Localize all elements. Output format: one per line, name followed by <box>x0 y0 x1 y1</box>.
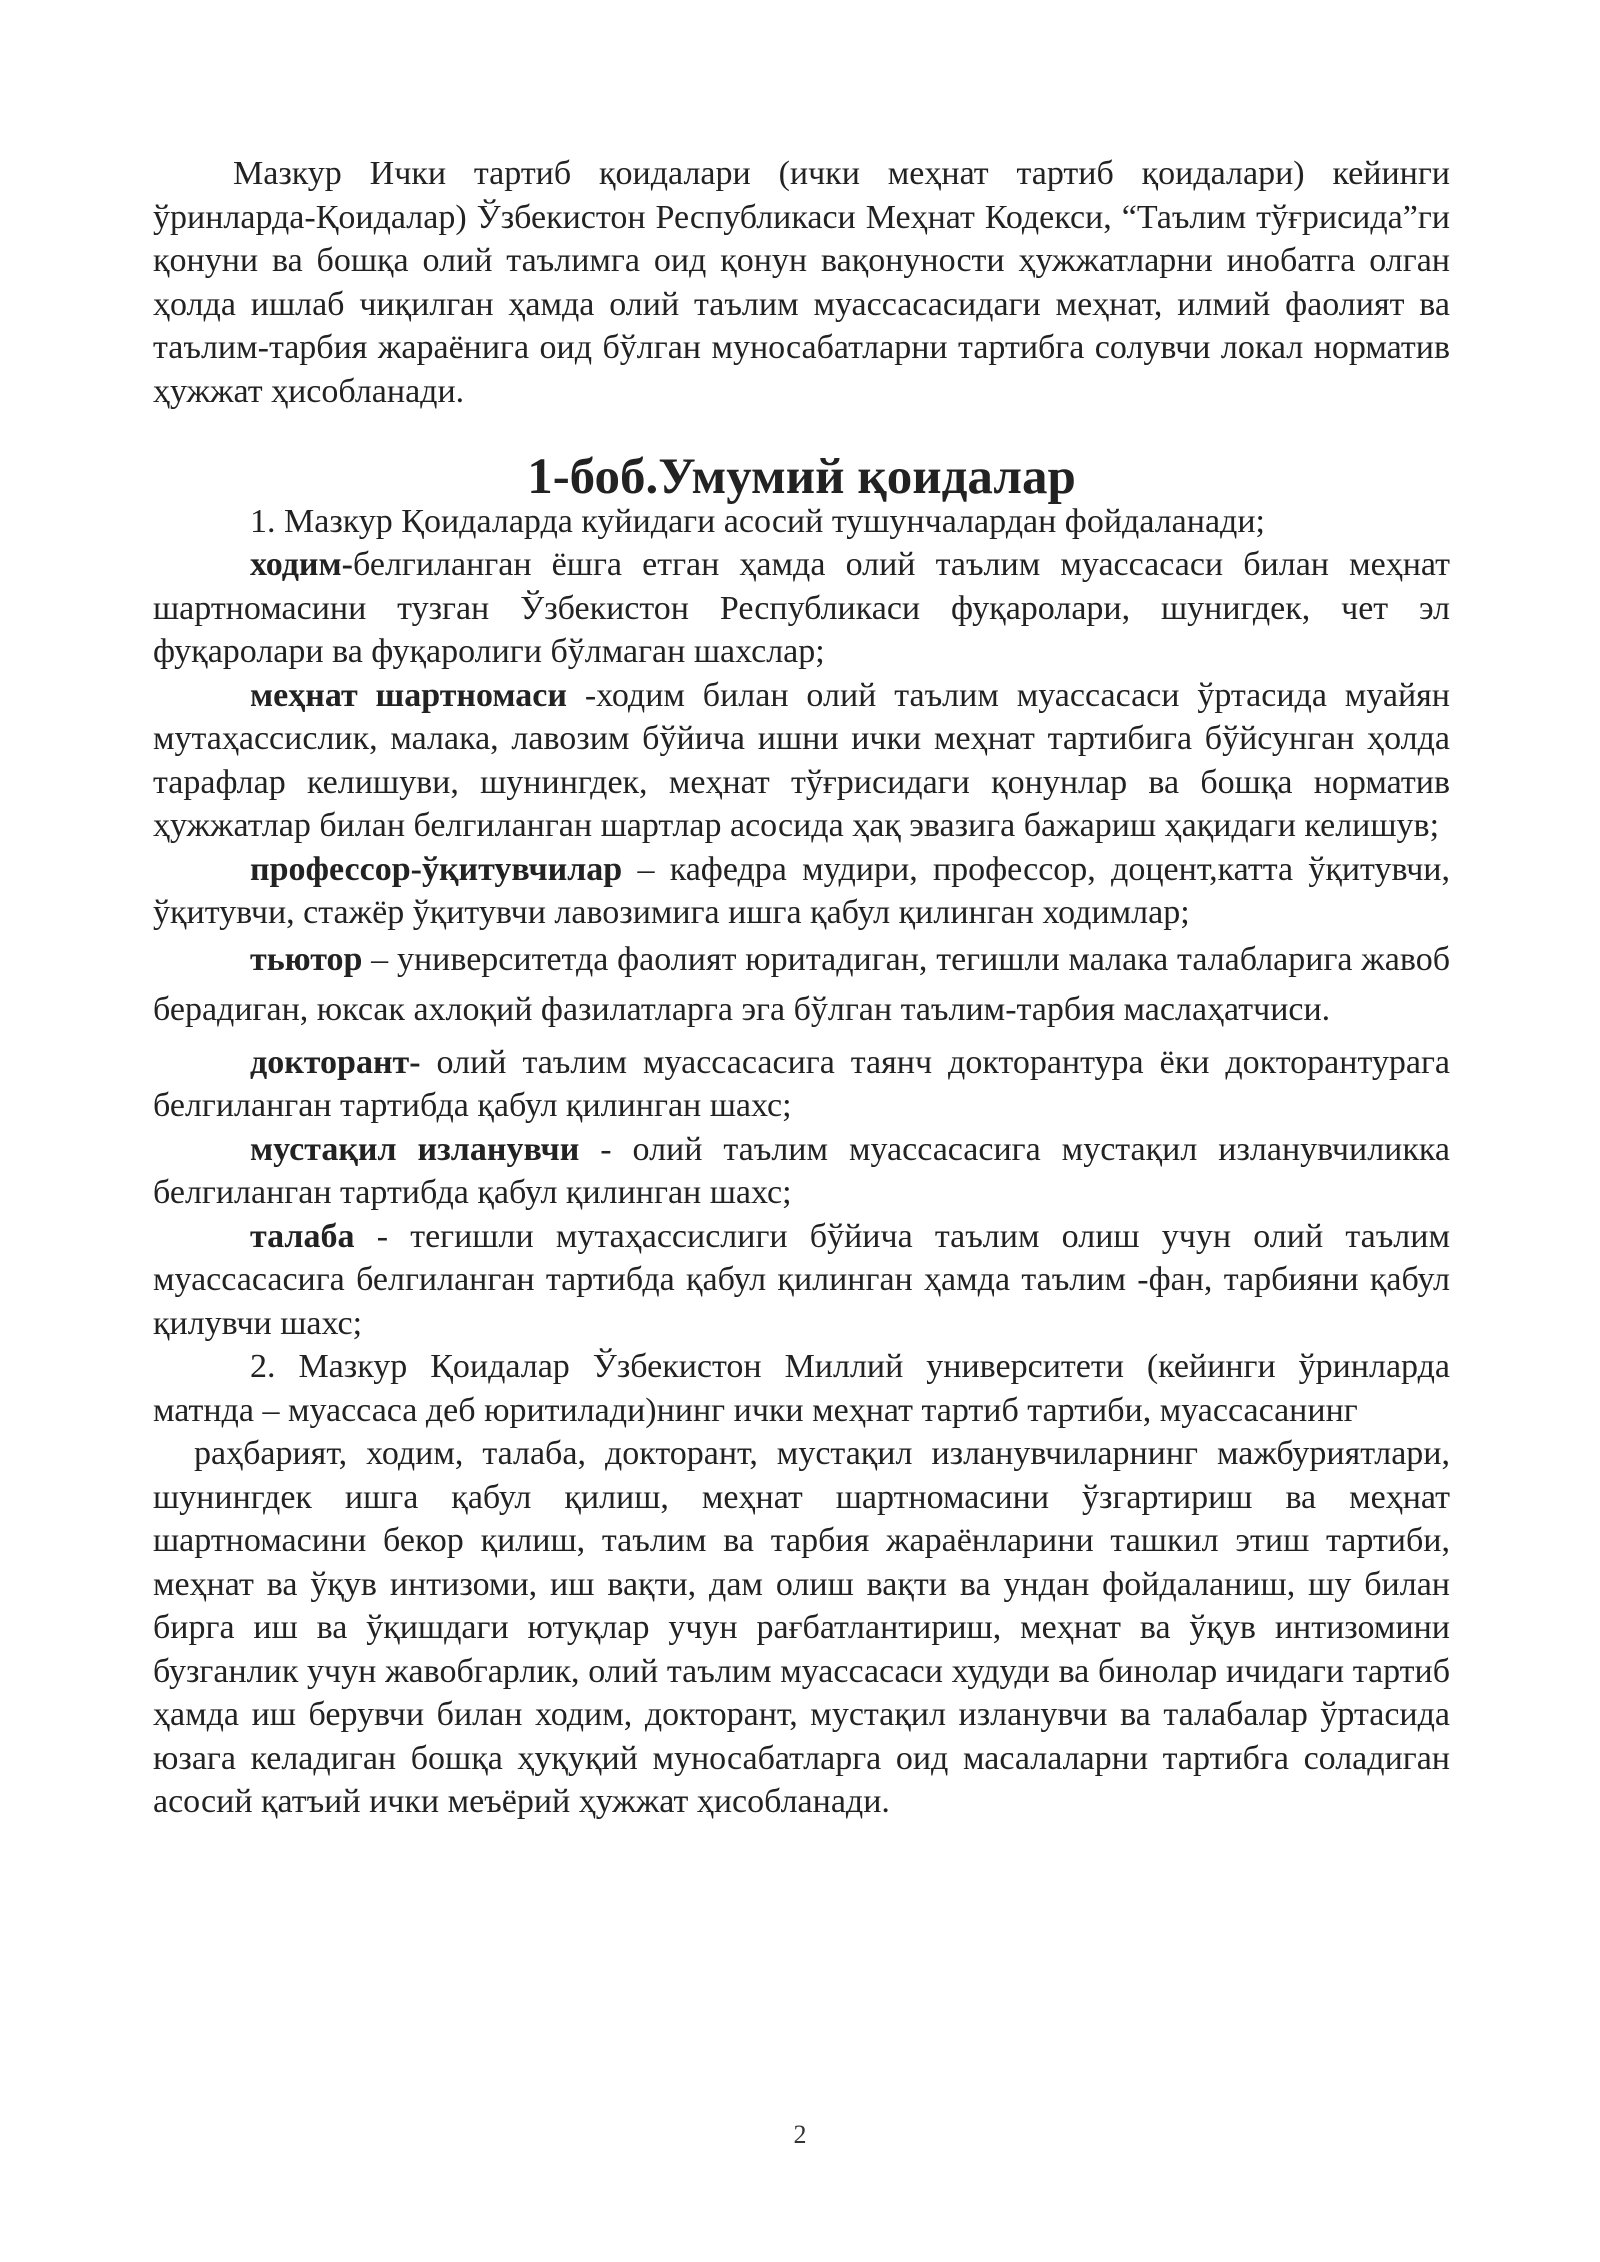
definition-text: - тегишли мутаҳассислиги бўйича таълим олиш учун олий таълим муассасасига белгиланган тартибда қабул қилинган ҳамда таълим -фан, тарбияни қабул қилувчи шахс; <box>153 1217 1450 1342</box>
definition-term: талаба <box>250 1217 355 1255</box>
page-number: 2 <box>793 2120 807 2149</box>
definition-text: – кафедра мудири, профессор, доцент,катта ўқитувчи, ўқитувчи, стажёр ўқитувчи лавозимига ишга қабул қилинган ходимлар; <box>153 850 1450 931</box>
definition-term: тьютор <box>250 940 363 978</box>
item-2-paragraph: 2. Мазкур Қоидалар Ўзбекистон Миллий университети (кейинги ўринларда матнда – муассаса деб юритилади)нинг ички меҳнат тартиб тартиби, муассасанинг <box>153 1348 1450 1429</box>
definition-term: профессор-ўқитувчилар <box>250 850 623 888</box>
definition-term: ходим- <box>250 546 353 583</box>
definition-independent-researcher <box>153 1128 1450 1215</box>
definition-employee <box>153 543 1450 674</box>
definition-term: докторант- <box>250 1043 421 1081</box>
definition-term: мустақил изланувчи <box>250 1130 580 1168</box>
definition-doctoral-student <box>153 1041 1450 1128</box>
definition-text: олий таълим муассасасига таянч докторантура ёки докторантурага белгиланган тартибда қабул қилинган шахс; <box>153 1043 1450 1124</box>
definition-tutor <box>153 935 1450 1035</box>
definition-text: - олий таълим муассасасига мустақил изланувчиликка белгиланган тартибда қабул қилинган шахс; <box>153 1130 1450 1211</box>
definition-term: меҳнат шартномаси <box>250 676 567 714</box>
item-1-paragraph: 1. Мазкур Қоидаларда куйидаги асосий тушунчалардан фойдаланади; <box>250 502 1265 540</box>
chapter-title: 1-боб.Умумий қоидалар <box>527 449 1076 505</box>
definition-text: – университетда фаолият юритадиган, тегишли малака талабларига жавоб берадиган, юксак ахлоқий фазилатларга эга бўлган таълим-тарбия маслаҳатчиси. <box>153 940 1450 1028</box>
definition-student <box>153 1215 1450 1346</box>
intro-paragraph: Мазкур Ички тартиб қоидалари (ички меҳнат тартиб қоидалари) кейинги ўринларда-Қоидалар) Ўзбекистон Республикаси Меҳнат Кодекси, “Таълим тўғрисида”ги қонуни ва бошқа олий таълимга оид қонун вақонуности ҳужжатларни инобатга олган ҳолда ишлаб чиқилган ҳамда олий таълим муассасасидаги меҳнат, илмий фаолият ва таълим-тарбия жараёнига оид бўлган муносабатларни тартибга солувчи локал норматив ҳужжат ҳисобланади. <box>153 155 1450 410</box>
definition-labor-contract <box>153 674 1450 848</box>
definition-text: белгиланган ёшга етган ҳамда олий таълим муассасаси билан меҳнат шартномасини тузган Ўзбекистон Республикаси фуқаролари, шунигдек, чет эл фуқаролари ва фуқаролиги бўлмаган шахслар; <box>153 546 1450 670</box>
definition-teachers <box>153 848 1450 935</box>
definition-text: -ходим билан олий таълим муассасаси ўртасида муайян мутаҳассислик, малака, лавозим бўйича ишни ички меҳнат тартибига бўйсунган ҳолда тарафлар келишуви, шунингдек, меҳнат тўғрисидаги қонунлар ва бошқа норматив ҳужжатлар билан белгиланган шартлар асосида ҳақ эвазига бажариш ҳақидаги келишув; <box>153 676 1450 844</box>
document-page <box>153 152 1450 1824</box>
item-2-continuation: раҳбарият, ходим, талаба, докторант, мустақил изланувчиларнинг мажбуриятлари, шунингдек ишга қабул қилиш, меҳнат шартномасини ўзгартириш ва меҳнат шартномасини бекор қилиш, таълим ва тарбия жараёнларини ташкил этиш тартиби, меҳнат ва ўқув интизоми, иш вақти, дам олиш вақти ва ундан фойдаланиш, шу билан бирга иш ва ўқишдаги ютуқлар учун рағбатлантириш, меҳнат ва ўқув интизомини бузганлик учун жавобгарлик, олий таълим муассасаси худуди ва бинолар ичидаги тартиб ҳамда иш берувчи билан ходим, докторант, мустақил изланувчи ва талабалар ўртасида юзага келадиган бошқа ҳуқуқий муносабатларга оид масалаларни тартибга соладиган асосий қатъий ички меъёрий ҳужжат ҳисобланади. <box>153 1435 1450 1820</box>
